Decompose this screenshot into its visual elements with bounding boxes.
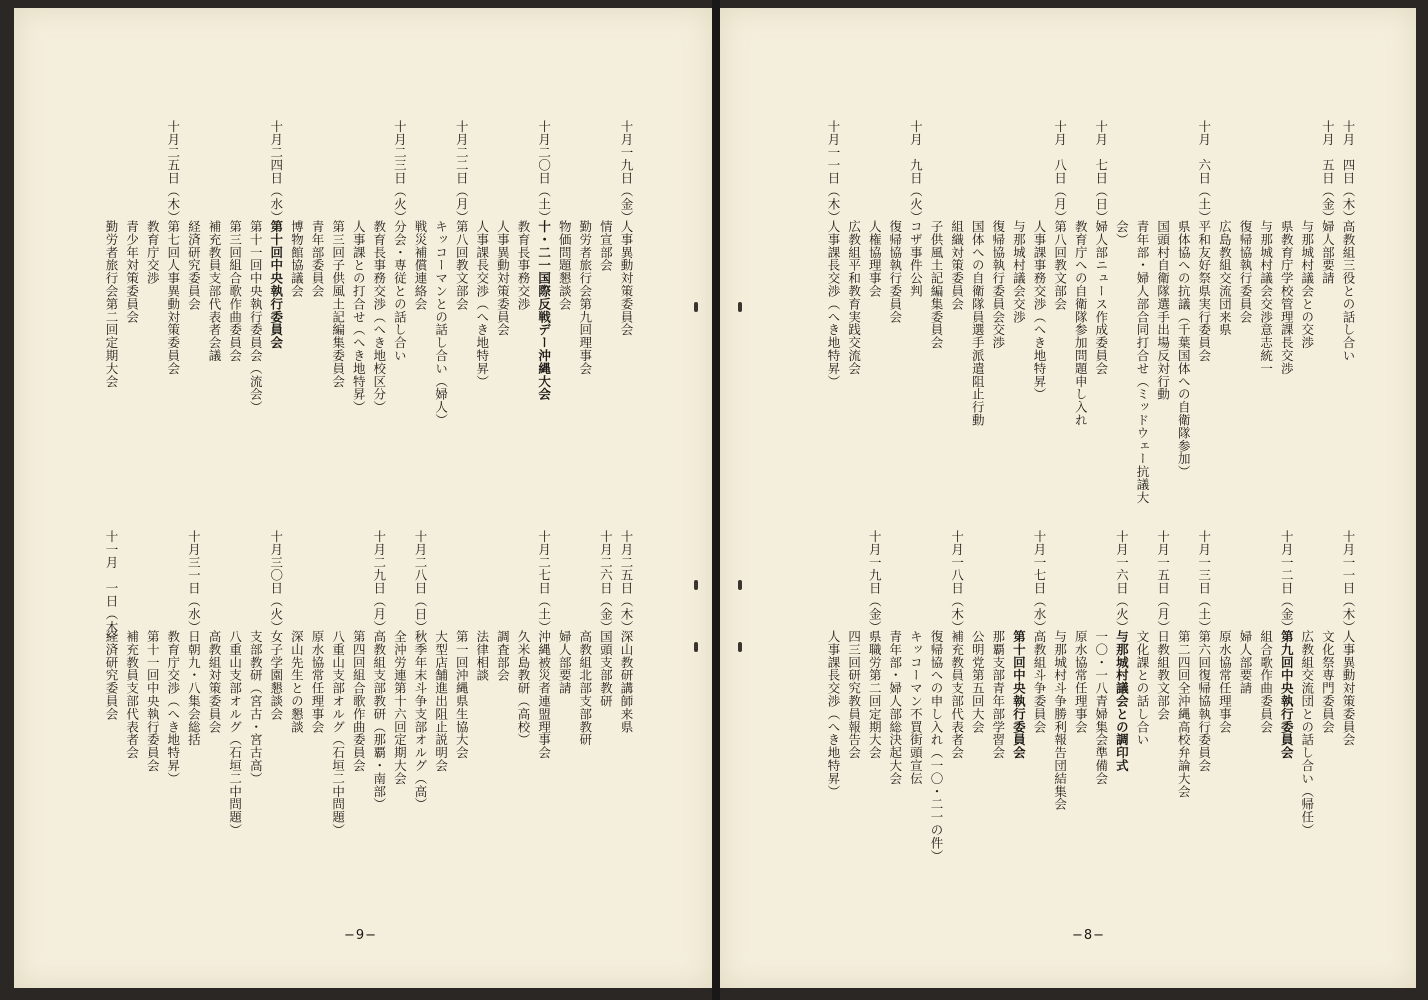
entry-event: 高教組対策委員会: [207, 630, 222, 734]
entry-event: 第十回中央執行委員会: [1011, 630, 1027, 759]
entry-event: 人事課との打合せ（へき地特昇）: [351, 220, 367, 414]
entry-event: 分会・専従との話し合い: [392, 220, 408, 362]
entry-event: 与那城村斗争勝利報告団結集会: [1052, 630, 1068, 811]
entry-event: 物価問題懇談会: [557, 220, 573, 311]
entry-event: 婦人部ニュース作成委員会: [1093, 220, 1109, 375]
entry-event: 子供風土記編集委員会: [929, 220, 944, 349]
entry-date: 十月 七日（日）: [1093, 120, 1109, 224]
entry-event: 第九回中央執行委員会: [1279, 630, 1295, 759]
binding-hole: [694, 580, 698, 590]
binding-hole: [738, 302, 742, 312]
binding-hole: [694, 302, 698, 312]
entry-event: 日教組教文部会: [1155, 630, 1171, 721]
entry-event: 県体協への抗議（千葉国体への自衛隊参加）: [1176, 220, 1192, 478]
entry-event: 全沖労連第十六回定期大会: [392, 630, 408, 785]
entry-event: 支部教研（宮古・宮古高）: [248, 630, 264, 785]
entry-event: 青年部・婦人部総決起大会: [887, 630, 903, 785]
entry-event: 第二四回全沖縄高校弁論大会: [1176, 630, 1192, 798]
right-page: [720, 8, 1416, 988]
entry-event: 経済研究委員会: [186, 220, 202, 311]
entry-event: 原水協常任理事会: [1073, 630, 1089, 734]
entry-event: 広教組平和教育実践交流会: [846, 220, 862, 375]
entry-event: 組織対策委員会: [949, 220, 965, 311]
entry-event: 公明党第五回大会: [970, 630, 986, 734]
entry-event: 人事課長交渉（へき地特昇）: [826, 220, 841, 388]
entry-event: キッコーマン不買街頭宣伝: [908, 630, 924, 785]
entry-event: 国頭支部教研: [598, 630, 614, 708]
entry-event: 広教組交流団との話し合い（帰任）: [1299, 630, 1315, 837]
entry-date: 十月二二日（月）: [454, 120, 470, 224]
entry-event: 第七回人事異動対策委員会: [165, 220, 181, 375]
entry-event: 十・二一国際反戦デー沖縄大会: [536, 220, 552, 401]
entry-date: 十月三〇日（火）: [268, 530, 284, 634]
entry-event: キッコーマンとの話し合い（婦人）: [433, 220, 449, 427]
entry-event: 第八回教文部会: [1052, 220, 1068, 311]
entry-event: 原水協常任理事会: [1217, 630, 1233, 734]
entry-date: 十月二八日（日）: [413, 530, 428, 634]
entry-event: 八重山支部オルグ（石垣二中問題）: [330, 630, 346, 837]
entry-event: 深山教研講師来県: [619, 630, 634, 734]
entry-event: 人事異動対策委員会: [1341, 630, 1356, 747]
entry-date: 十月一七日（水）: [1032, 530, 1047, 634]
entry-event: 人権協理事会: [867, 220, 883, 298]
entry-date: 十月一九日（金）: [867, 530, 883, 634]
entry-event: 第十一回中央執行委員会（流会）: [248, 220, 264, 414]
entry-event: 高教組支部教研（那覇・南部）: [371, 630, 387, 811]
entry-event: 復帰協執行委員会: [1238, 220, 1253, 324]
binding-hole: [694, 642, 698, 652]
entry-event: 第四回組合歌作曲委員会: [351, 630, 367, 772]
entry-event: 久米島教研（高校）: [516, 630, 531, 747]
entry-event: 第十回中央執行委員会: [268, 220, 284, 349]
entry-event: 勤労者旅行会第二回定期大会: [104, 220, 119, 388]
entry-event: 国頭村自衛隊選手出場反対行動: [1155, 220, 1171, 401]
entry-date: 十月三一日（水）: [186, 530, 202, 634]
entry-event: 法律相談: [474, 630, 490, 682]
entry-event: コザ事件公判: [908, 220, 924, 298]
entry-event: 博物館協議会: [289, 220, 305, 298]
entry-event: 補充教員支部代表者会: [124, 630, 140, 759]
entry-event: 国体への自衛隊員選手派遣阻止行動: [970, 220, 986, 427]
entry-event: 第十一回中央執行委員会: [145, 630, 161, 772]
entry-event: 教育庁交渉: [145, 220, 161, 285]
entry-date: 十月一五日（月）: [1155, 530, 1171, 634]
entry-event: 大型店舗進出阻止説明会: [433, 630, 449, 772]
entry-event: 与那城村議会との調印式: [1114, 630, 1130, 772]
entry-event: 情宣部会: [598, 220, 614, 272]
entry-event: 補充教員支部代表者会議: [207, 220, 222, 362]
entry-event: 組合歌作曲委員会: [1258, 630, 1274, 734]
entry-event: 日朝九・八集会総括: [186, 630, 202, 747]
entry-event: 与那城村議会との交渉: [1299, 220, 1315, 349]
entry-event: 婦人部要請: [1320, 220, 1336, 285]
entry-date: 十月二四日（水）: [268, 120, 284, 224]
entry-event: 教育庁交渉（へき地特昇）: [165, 630, 181, 785]
entry-date: 十月一九日（金）: [619, 120, 634, 224]
entry-event: 第三回組合歌作曲委員会: [227, 220, 243, 362]
entry-event: 婦人部要請: [1238, 630, 1253, 695]
entry-date: 十月 六日（土）: [1196, 120, 1212, 224]
entry-event: 人事課長交渉（へき地特昇）: [474, 220, 490, 388]
entry-event: 文化祭専門委員会: [1320, 630, 1336, 734]
entry-event: 那覇支部青年部学習会: [990, 630, 1006, 759]
entry-event: 深山先生との懇談: [289, 630, 305, 734]
entry-event: 第六回復帰協執行委員会: [1196, 630, 1212, 772]
entry-date: 十月一八日（木）: [949, 530, 965, 634]
binding-hole: [738, 642, 742, 652]
entry-date: 十月一二日（金）: [1279, 530, 1295, 634]
entry-event: 原水協常任理事会: [310, 630, 325, 734]
entry-event: 高教組斗争委員会: [1032, 630, 1047, 734]
entry-date: 十月二九日（月）: [371, 530, 387, 634]
entry-event: 人事課事務交渉（へき地特昇）: [1032, 220, 1047, 401]
entry-event: 戦災補償連絡会: [413, 220, 428, 311]
entry-date: 十月一三日（土）: [1196, 530, 1212, 634]
binding-hole: [738, 580, 742, 590]
entry-date: 十月二五日（木）: [165, 120, 181, 224]
entry-event: 沖縄被災者連盟理事会: [536, 630, 552, 759]
entry-date: 十月一六日（火）: [1114, 530, 1130, 634]
entry-event: 婦人部要請: [557, 630, 573, 695]
entry-event: 調査部会: [495, 630, 511, 682]
entry-date: 十月一一日（木）: [826, 120, 841, 224]
entry-event: 復帰協執行委員会: [887, 220, 903, 324]
entry-event: 高教組三役との話し合い: [1341, 220, 1356, 362]
book-gutter: [712, 0, 720, 1000]
entry-event: 経済研究委員会: [104, 630, 119, 721]
entry-date: 十月一一日（木）: [1341, 530, 1356, 634]
entry-event: 平和友好祭県実行委員会: [1196, 220, 1212, 362]
entry-date: 十一月 一日（木）: [104, 530, 119, 647]
entry-event: 会）: [1114, 220, 1130, 246]
entry-date: 十月二三日（火）: [392, 120, 408, 224]
entry-event: 補充教員支部代表者会: [949, 630, 965, 759]
entry-event: 教育庁への自衛隊参加問題申し入れ: [1073, 220, 1089, 427]
entry-event: 教育長事務交渉（へき地校区分）: [371, 220, 387, 414]
entry-event: 人事課長交渉（へき地特昇）: [826, 630, 841, 798]
entry-event: 復帰協への申し入れ（一〇・二一の件）: [929, 630, 944, 863]
entry-event: 青年部委員会: [310, 220, 325, 298]
entry-event: 第八回教文部会: [454, 220, 470, 311]
entry-event: 八重山支部オルグ（石垣二中問題）: [227, 630, 243, 837]
entry-event: 高教組北部支部教研: [577, 630, 593, 747]
entry-event: 第一回沖縄県生協大会: [454, 630, 470, 759]
entry-event: 秋季年末斗争支部オルグ（高）: [413, 630, 428, 811]
entry-event: 第三回子供風土記編集委員会: [330, 220, 346, 388]
entry-event: 広島教組交流団来県: [1217, 220, 1233, 337]
page-number: −9−: [344, 928, 378, 943]
entry-date: 十月二六日（金）: [598, 530, 614, 634]
entry-event: 県教育庁学校管理課長交渉: [1279, 220, 1295, 375]
entry-event: 人事異動対策委員会: [619, 220, 634, 337]
entry-event: 教育長事務交渉: [516, 220, 531, 311]
entry-event: 復帰協執行委員会交渉: [990, 220, 1006, 349]
entry-event: 人事異動対策委員会: [495, 220, 511, 337]
entry-event: 与那城村議会交渉: [1011, 220, 1027, 324]
entry-event: 青少年対策委員会: [124, 220, 140, 324]
entry-event: 勤労者旅行会第九回理事会: [577, 220, 593, 375]
entry-event: 県職労第二回定期大会: [867, 630, 883, 759]
entry-date: 十月二〇日（土）: [536, 120, 552, 224]
entry-event: 四三回研究教員報告会: [846, 630, 862, 759]
entry-date: 十月二七日（土）: [536, 530, 552, 634]
entry-date: 十月二五日（木）: [619, 530, 634, 634]
entry-event: 一〇・一八青婦集会準備会: [1093, 630, 1109, 785]
page-number: −8−: [1072, 928, 1106, 943]
entry-event: 青年部・婦人部合同打合せ（ミッドウェー抗議大: [1135, 220, 1150, 504]
entry-date: 十月 九日（火）: [908, 120, 924, 224]
entry-event: 女子学園懇談会: [268, 630, 284, 721]
entry-date: 十月 八日（月）: [1052, 120, 1068, 224]
left-page: [14, 8, 712, 988]
entry-event: 与那城村議会交渉意志統一: [1258, 220, 1274, 375]
entry-event: 文化課との話し合い: [1135, 630, 1150, 747]
entry-date: 十月 四日（木）: [1341, 120, 1356, 224]
entry-date: 十月 五日（金）: [1320, 120, 1336, 224]
